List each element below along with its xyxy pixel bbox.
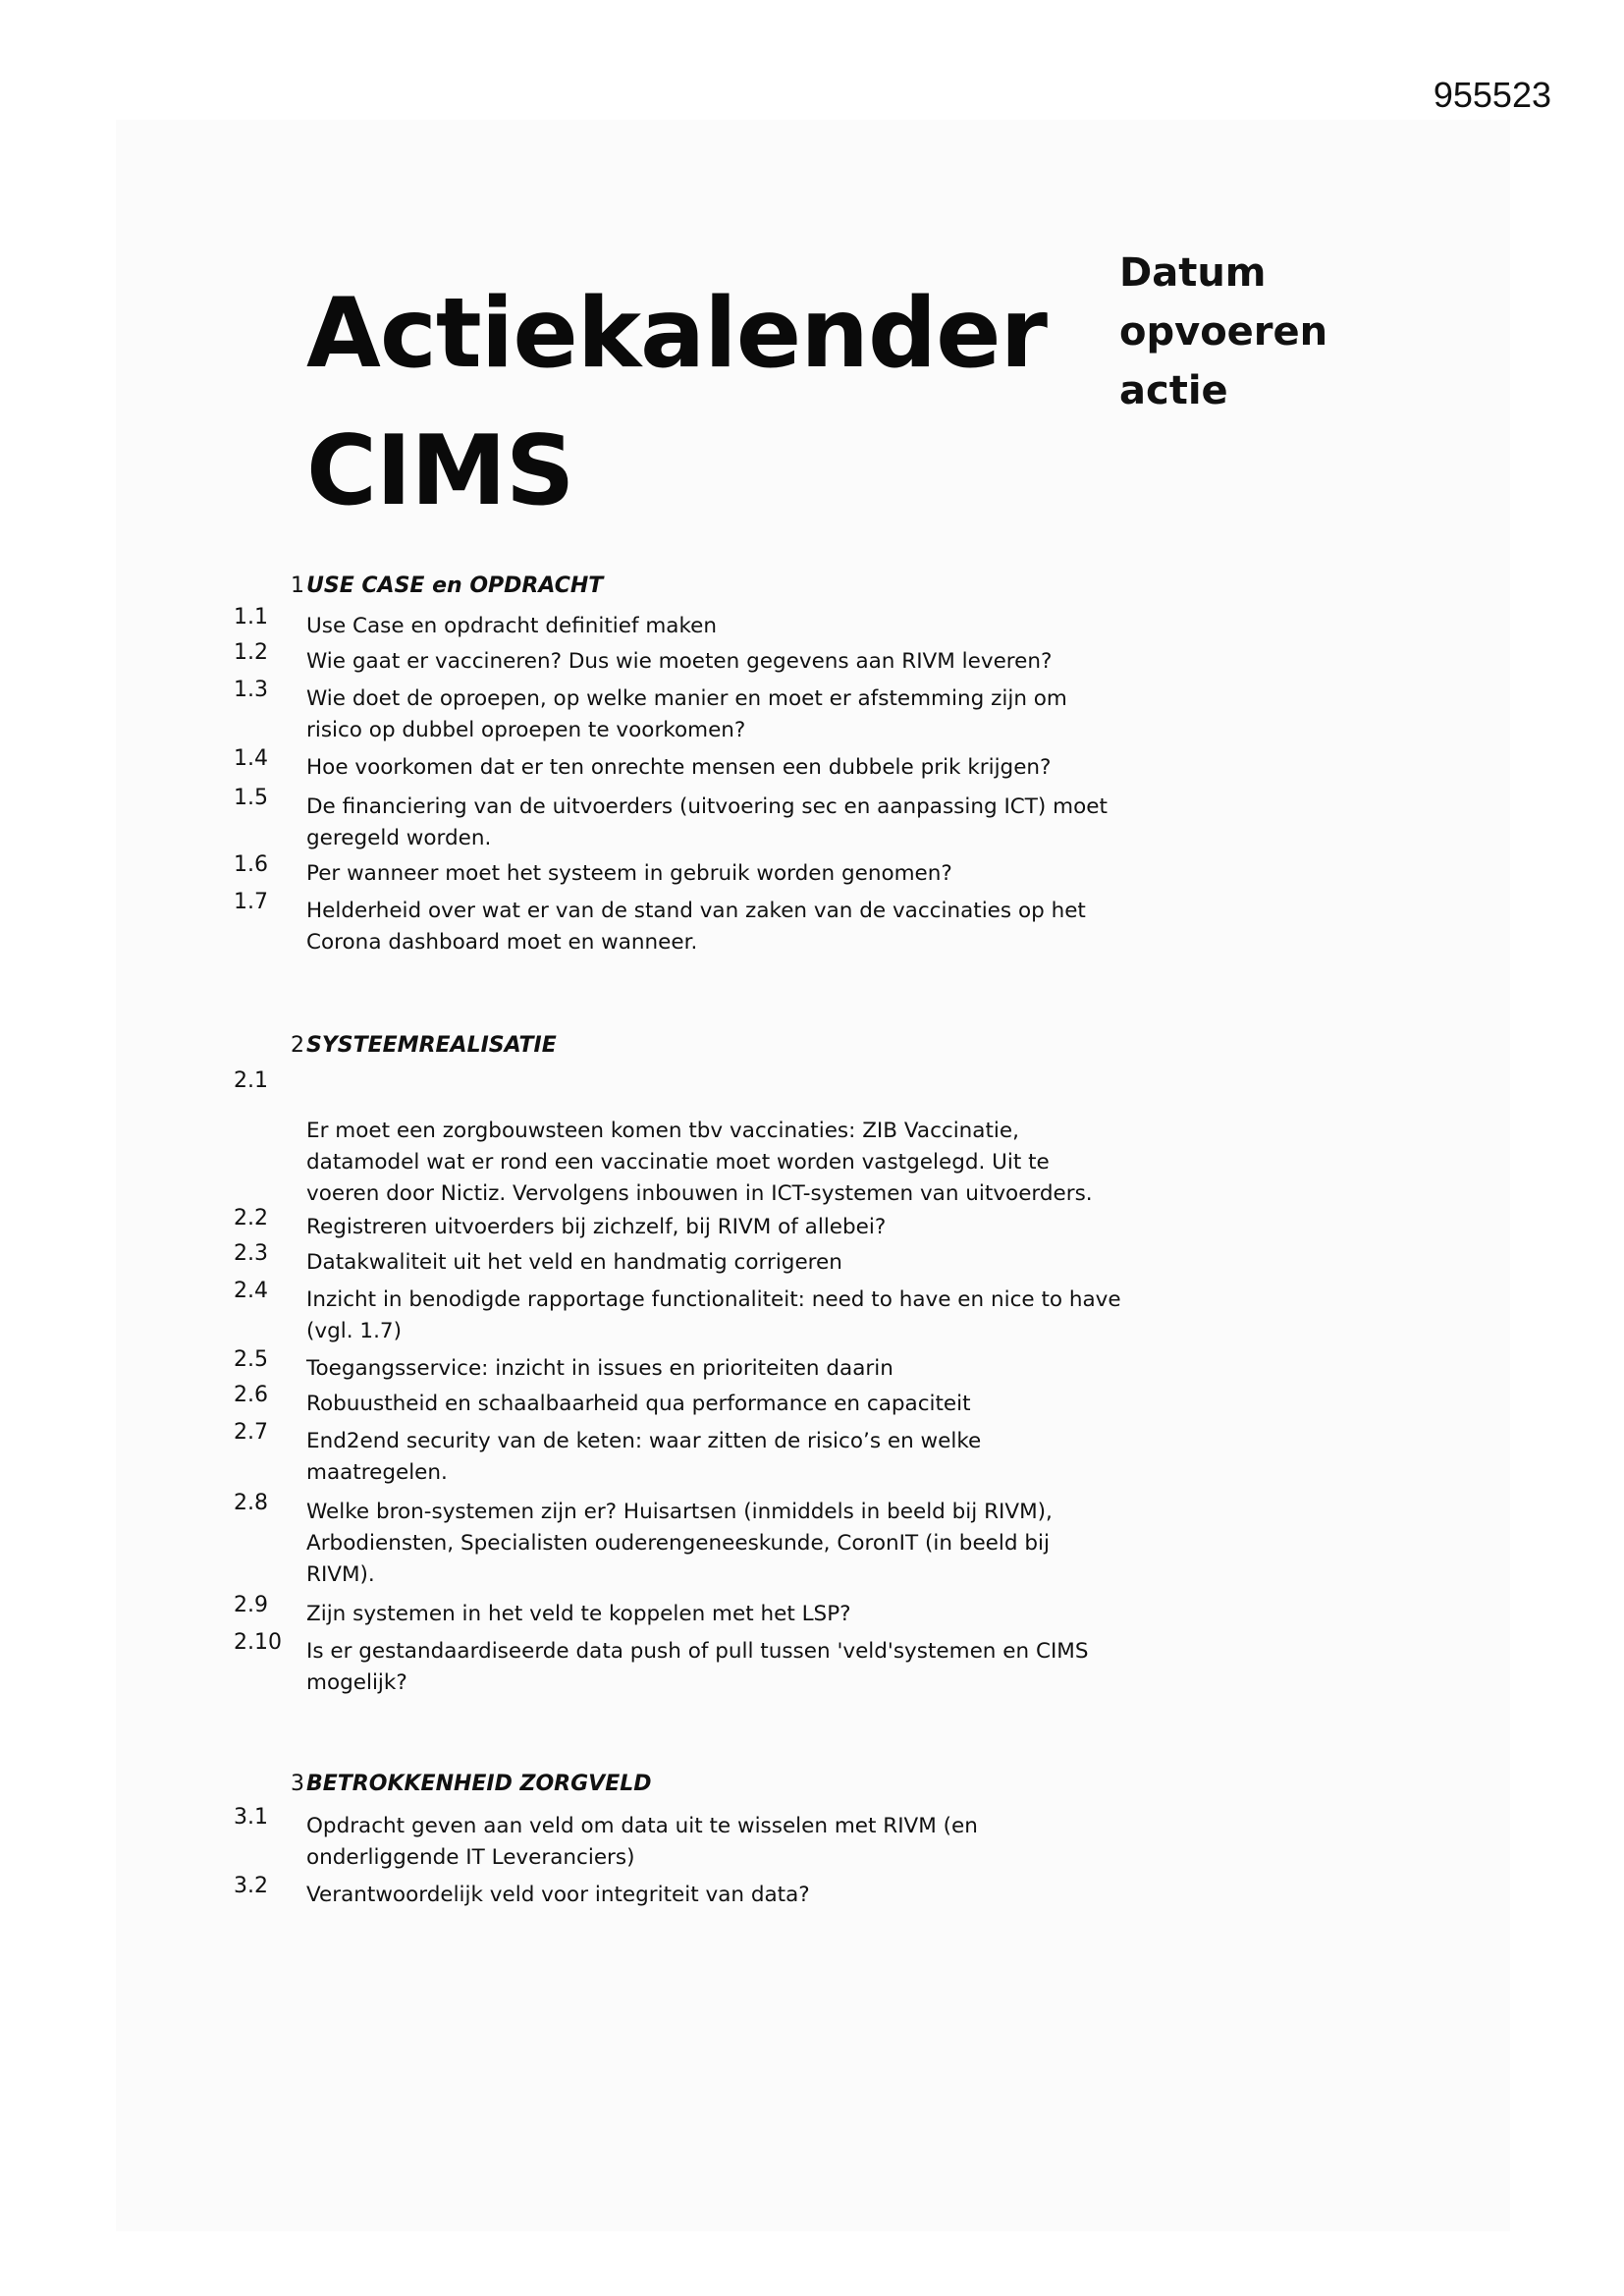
item-text-line: Corona dashboard moet en wanneer.	[306, 930, 698, 955]
item-text-line: Welke bron-systemen zijn er? Huisartsen (inmiddels in beeld bij RIVM),	[306, 1500, 1053, 1524]
item-text-line: Wie gaat er vaccineren? Dus wie moeten gegevens aan RIVM leveren?	[306, 649, 1053, 674]
item-text	[306, 1285, 1288, 1347]
item-text	[306, 1116, 1288, 1210]
item-text	[306, 858, 1288, 890]
item-number: 2.10	[234, 1630, 282, 1655]
datum-column-label	[1119, 244, 1327, 420]
item-text	[306, 1599, 1288, 1630]
item-text	[306, 1880, 1288, 1911]
item-number: 1.7	[234, 890, 268, 914]
datum-label-line-3: actie	[1119, 368, 1228, 413]
item-text	[306, 1426, 1288, 1489]
title-line-2: CIMS	[306, 415, 574, 527]
item-number: 2.9	[234, 1593, 268, 1617]
item-number: 3.2	[234, 1874, 268, 1898]
section-heading	[291, 1033, 557, 1058]
item-text-line: Opdracht geven aan veld om data uit te wisselen met RIVM (en	[306, 1814, 978, 1838]
item-text	[306, 683, 1288, 746]
item-text-line: End2end security van de keten: waar zitten de risico’s en welke	[306, 1429, 982, 1453]
item-number: 1.2	[234, 640, 268, 665]
item-number: 2.1	[234, 1068, 268, 1093]
item-text-line: Verantwoordelijk veld voor integriteit van data?	[306, 1883, 810, 1907]
item-text-line: Datakwaliteit uit het veld en handmatig corrigeren	[306, 1250, 842, 1275]
item-text-line: Hoe voorkomen dat er ten onrechte mensen een dubbele prik krijgen?	[306, 755, 1052, 780]
item-number: 2.7	[234, 1420, 268, 1445]
item-text-line: Helderheid over wat er van de stand van zaken van de vaccinaties op het	[306, 899, 1086, 923]
item-text	[306, 1212, 1288, 1243]
item-text-line: mogelijk?	[306, 1670, 407, 1695]
item-text-line: RIVM).	[306, 1562, 375, 1587]
item-number: 2.4	[234, 1279, 268, 1303]
item-number: 1.4	[234, 746, 268, 771]
item-number: 1.5	[234, 786, 268, 810]
item-text	[306, 896, 1288, 958]
item-text-line: Wie doet de oproepen, op welke manier en moet er afstemming zijn om	[306, 686, 1067, 711]
datum-label-line-1: Datum	[1119, 250, 1267, 296]
item-text-line: voeren door Nictiz. Vervolgens inbouwen in ICT-systemen van uitvoerders.	[306, 1181, 1093, 1206]
item-text-line: Toegangsservice: inzicht in issues en prioriteiten daarin	[306, 1356, 893, 1381]
item-text-line: Per wanneer moet het systeem in gebruik worden genomen?	[306, 861, 952, 886]
item-text-line: maatregelen.	[306, 1460, 448, 1485]
section-heading	[291, 1772, 652, 1796]
item-text-line: geregeld worden.	[306, 826, 492, 850]
section-title: BETROKKENHEID ZORGVELD	[306, 1772, 652, 1796]
item-text-line: Zijn systemen in het veld te koppelen met het LSP?	[306, 1602, 851, 1626]
item-text	[306, 1389, 1288, 1420]
item-text	[306, 1497, 1288, 1591]
item-text	[306, 792, 1288, 854]
item-number: 2.6	[234, 1383, 268, 1407]
item-number: 1.1	[234, 605, 268, 629]
item-text-line: datamodel wat er rond een vaccinatie moet worden vastgelegd. Uit te	[306, 1150, 1050, 1175]
item-text	[306, 611, 1288, 642]
document-id: 955523	[1433, 75, 1551, 115]
item-number: 2.3	[234, 1241, 268, 1266]
item-number: 3.1	[234, 1805, 268, 1830]
item-text-line: Robuustheid en schaalbaarheid qua performance en capaciteit	[306, 1392, 971, 1416]
item-text-line: Inzicht in benodigde rapportage functionaliteit: need to have en nice to have	[306, 1287, 1121, 1312]
title-line-1: Actiekalender	[306, 278, 1047, 390]
datum-label-line-2: opvoeren	[1119, 309, 1328, 355]
item-text-line: De financiering van de uitvoerders (uitvoering sec en aanpassing ICT) moet	[306, 794, 1108, 819]
item-text	[306, 1636, 1288, 1699]
item-text-line: Use Case en opdracht definitief maken	[306, 614, 718, 638]
item-text	[306, 1353, 1288, 1385]
item-number: 2.2	[234, 1206, 268, 1230]
item-text-line: Is er gestandaardiseerde data push of pull tussen 'veld'systemen en CIMS	[306, 1639, 1089, 1664]
item-number: 1.3	[234, 678, 268, 702]
section-number: 3	[291, 1772, 304, 1796]
item-text	[306, 1811, 1288, 1874]
item-text-line: Er moet een zorgbouwsteen komen tbv vaccinaties: ZIB Vaccinatie,	[306, 1119, 1019, 1143]
item-text	[306, 752, 1288, 784]
item-text-line: Registreren uitvoerders bij zichzelf, bij RIVM of allebei?	[306, 1215, 887, 1239]
item-text-line: risico op dubbel oproepen te voorkomen?	[306, 718, 746, 742]
document-title	[306, 265, 1047, 540]
section-title: SYSTEEMREALISATIE	[306, 1033, 557, 1058]
item-text-line: (vgl. 1.7)	[306, 1319, 402, 1343]
item-text-line: onderliggende IT Leveranciers)	[306, 1845, 635, 1870]
section-title: USE CASE en OPDRACHT	[306, 574, 604, 598]
section-number: 1	[291, 574, 304, 598]
item-text	[306, 646, 1288, 678]
item-number: 2.5	[234, 1347, 268, 1372]
item-text-line: Arbodiensten, Specialisten ouderengeneeskunde, CoronIT (in beeld bij	[306, 1531, 1050, 1556]
item-number: 2.8	[234, 1491, 268, 1515]
section-heading	[291, 574, 603, 598]
section-number: 2	[291, 1033, 304, 1058]
item-number: 1.6	[234, 852, 268, 877]
item-text	[306, 1247, 1288, 1279]
